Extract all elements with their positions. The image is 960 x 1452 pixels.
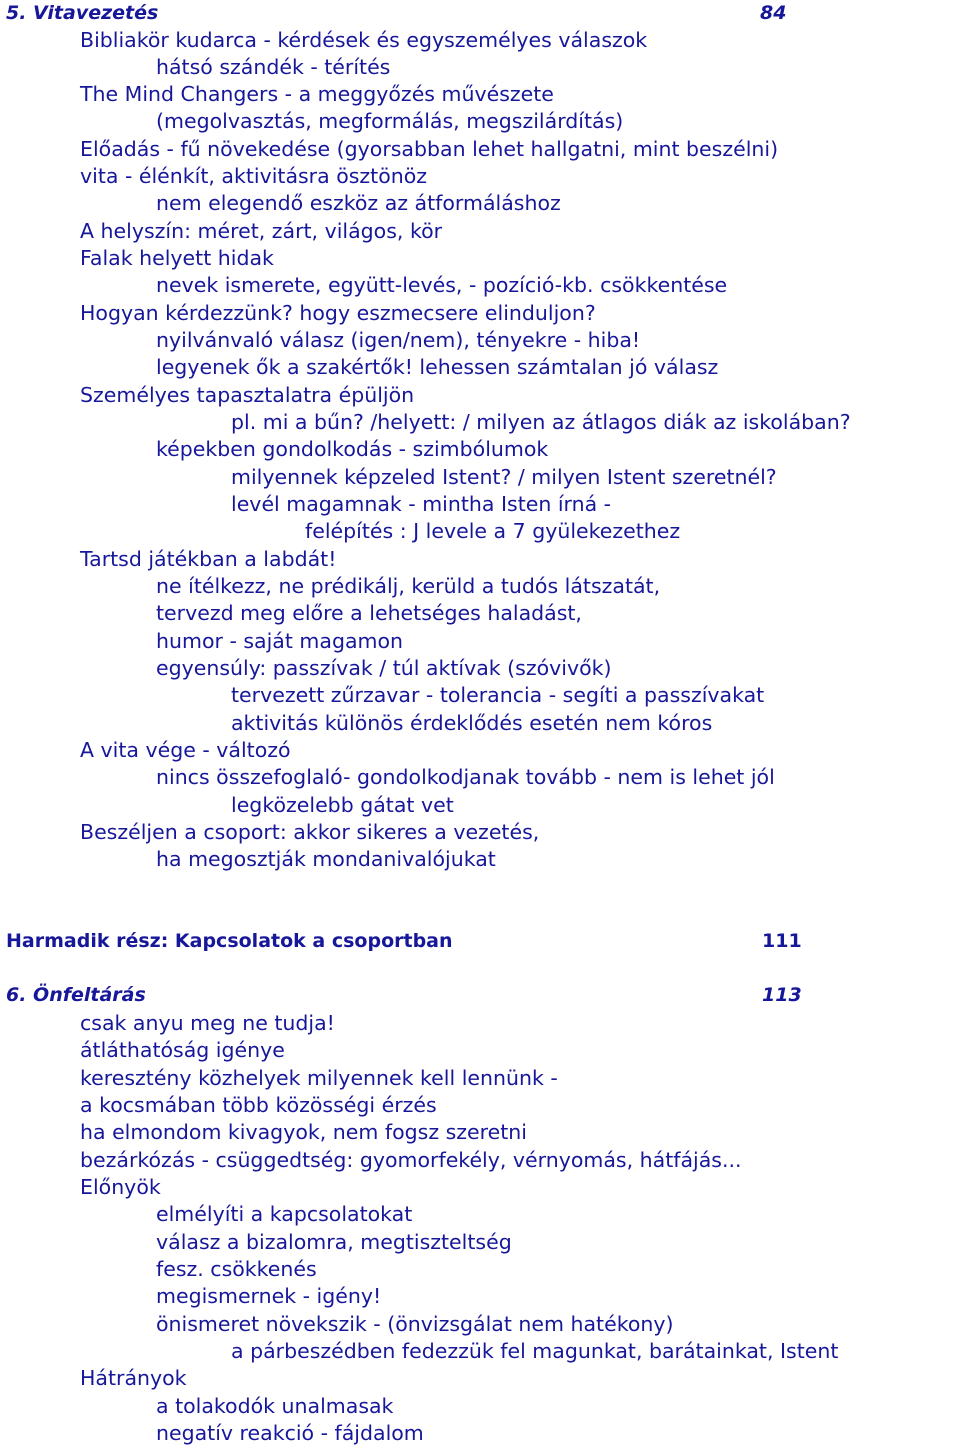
outline-line: nevek ismerete, együtt-levés, - pozíció-kb. csökkentése: [156, 273, 728, 298]
outline-line: felépítés : J levele a 7 gyülekezethez: [305, 519, 681, 544]
outline-line: a tolakodók unalmasak: [156, 1393, 394, 1418]
outline-line: milyennek képzeled Istent? / milyen Istent szeretnél?: [231, 464, 777, 489]
outline-line: (megolvasztás, megformálás, megszilárdítás): [156, 109, 624, 134]
outline-line: Hátrányok: [80, 1366, 187, 1391]
section-title: 5. Vitavezetés: [6, 2, 159, 24]
outline-line: Személyes tapasztalatra épüljön: [80, 382, 415, 407]
outline-line: Hogyan kérdezzünk? hogy eszmecsere elinduljon?: [80, 300, 596, 325]
section-heading: [6, 0, 906, 26]
outline-line: ne ítélkezz, ne prédikálj, kerüld a tudós látszatát,: [156, 574, 661, 599]
outline-line: tervezd meg előre a lehetséges haladást,: [156, 601, 582, 626]
outline-line: keresztény közhelyek milyennek kell lennünk -: [80, 1065, 558, 1090]
outline-line: A vita vége - változó: [80, 738, 291, 763]
outline-line: nincs összefoglaló- gondolkodjanak tovább - nem is lehet jól: [156, 765, 775, 790]
outline-line: képekben gondolkodás - szimbólumok: [156, 437, 549, 462]
outline-line: válasz a bizalomra, megtiszteltség: [156, 1229, 512, 1254]
outline-line: tervezett zűrzavar - tolerancia - segíti a passzívakat: [231, 683, 765, 708]
outline-line: A helyszín: méret, zárt, világos, kör: [80, 218, 443, 243]
outline-line: megismernek - igény!: [156, 1284, 382, 1309]
outline-line: hátsó szándék - térítés: [156, 54, 391, 79]
outline-line: Bibliakör kudarca - kérdések és egyszemélyes válaszok: [80, 27, 648, 52]
outline-line: nem elegendő eszköz az átformáláshoz: [156, 191, 561, 216]
outline-line: Előnyök: [80, 1174, 161, 1199]
outline-line: átláthatóság igénye: [80, 1038, 285, 1063]
outline-line: pl. mi a bűn? /helyett: / milyen az átlagos diák az iskolában?: [231, 410, 851, 435]
outline-line: ha elmondom kivagyok, nem fogsz szeretni: [80, 1120, 527, 1145]
outline-line: aktivitás különös érdeklődés esetén nem kóros: [231, 710, 713, 735]
outline-line: legyenek ők a szakértők! lehessen számtalan jó válasz: [156, 355, 719, 380]
outline-line: vita - élénkít, aktivitásra ösztönöz: [80, 164, 428, 189]
section-page-number: 84: [760, 2, 787, 24]
outline-line: Tartsd játékban a labdát!: [80, 546, 337, 571]
outline-line: humor - saját magamon: [156, 628, 404, 653]
section-page-number: 111: [762, 930, 802, 952]
outline-line: negatív reakció - fájdalom: [156, 1420, 424, 1445]
outline-line: The Mind Changers - a meggyőzés művészete: [80, 82, 554, 107]
outline-line: a kocsmában több közösségi érzés: [80, 1092, 437, 1117]
outline-line: csak anyu meg ne tudja!: [80, 1011, 335, 1035]
section-title: Harmadik rész: Kapcsolatok a csoportban: [6, 930, 453, 952]
section-title: 6. Önfeltárás: [6, 984, 146, 1006]
outline-line: bezárkózás - csüggedtség: gyomorfekély, vérnyomás, hátfájás...: [80, 1147, 742, 1172]
outline-line: legközelebb gátat vet: [231, 792, 454, 817]
outline-line: nyilvánvaló válasz (igen/nem), tényekre - hiba!: [156, 328, 641, 353]
outline-line: fesz. csökkenés: [156, 1256, 317, 1281]
outline-line: önismeret növekszik - (önvizsgálat nem hatékony): [156, 1311, 674, 1336]
outline-line: levél magamnak - mintha Isten írná -: [231, 492, 612, 517]
outline-line: Falak helyett hidak: [80, 246, 274, 271]
outline-line: Előadás - fű növekedése (gyorsabban lehet hallgatni, mint beszélni): [80, 136, 779, 161]
outline-line: ha megosztják mondanivalójukat: [156, 847, 496, 872]
outline-line: elmélyíti a kapcsolatokat: [156, 1202, 413, 1227]
outline-line: Beszéljen a csoport: akkor sikeres a vezetés,: [80, 820, 540, 845]
outline-line: egyensúly: passzívak / túl aktívak (szóvivők): [156, 656, 612, 681]
section-page-number: 113: [762, 984, 802, 1006]
section-heading: [6, 928, 906, 954]
outline-line: a párbeszédben fedezzük fel magunkat, barátainkat, Istent: [231, 1338, 839, 1363]
section-heading: [6, 982, 906, 1008]
